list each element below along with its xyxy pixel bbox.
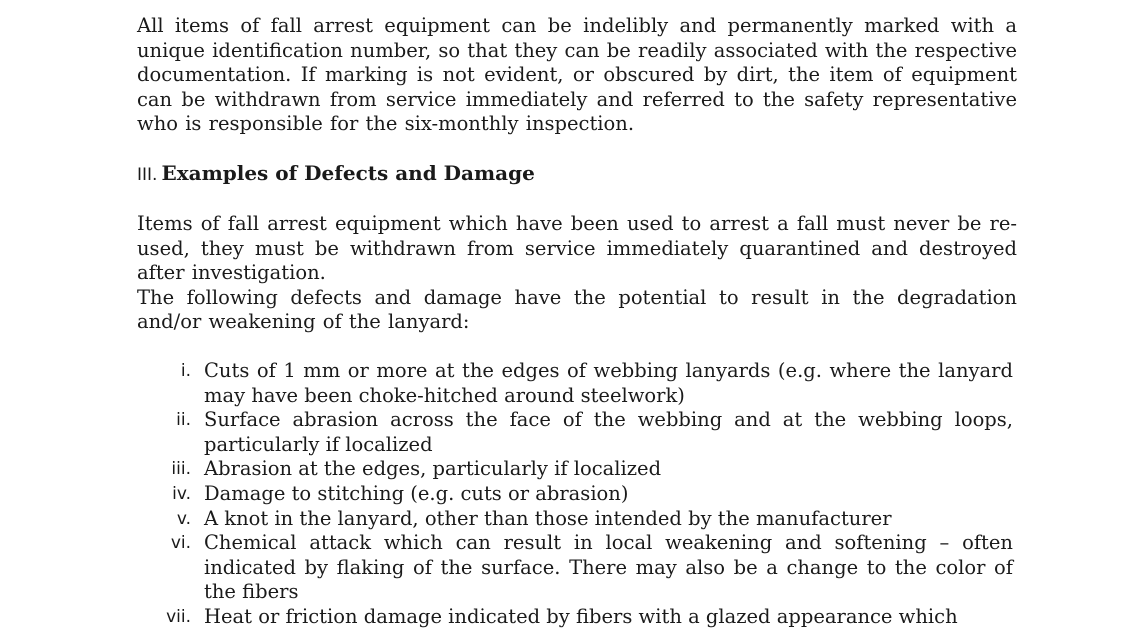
list-item-text: Abrasion at the edges, particularly if localized xyxy=(204,457,662,481)
intro-paragraph: All items of fall arrest equipment can be indelibly and permanently marked with a unique identification number, so that they can be readily associated with the respective documentation. If marking is not evident, or obscured by dirt, the item of equipment can be withdrawn from service immediately and referred to the safety representative who is responsible for the six-monthly inspection. xyxy=(137,14,1018,136)
section-heading xyxy=(137,161,1017,188)
list-item-text: Damage to stitching (e.g. cuts or abrasion) xyxy=(204,481,629,505)
section-title: Examples of Defects and Damage xyxy=(161,160,535,185)
list-item-number: vi. xyxy=(170,533,191,554)
list-item-text: A knot in the lanyard, other than those intended by the manufacturer xyxy=(204,506,892,530)
list-item-number: iv. xyxy=(172,483,191,504)
list-item xyxy=(137,482,1017,507)
paragraph-defects-intro: The following defects and damage have the potential to result in the degradation and/or weakening of the lanyard: xyxy=(137,285,1017,334)
defects-list xyxy=(137,359,1017,630)
list-item-text: Surface abrasion across the face of the webbing and at the webbing loops, particularly if localized xyxy=(204,408,1013,456)
list-item-number: ii. xyxy=(176,410,191,431)
section-numeral: III. xyxy=(137,164,158,185)
list-item-text: Chemical attack which can result in local weakening and softening – often indicated by flaking of the surface. There may also be a change to the color of the fibers xyxy=(204,531,1013,604)
list-item xyxy=(137,457,1017,482)
list-item-number: iii. xyxy=(171,459,191,480)
list-item-number: vii. xyxy=(166,606,191,627)
list-item-number: v. xyxy=(176,508,191,529)
paragraph-used-equipment: Items of fall arrest equipment which have been used to arrest a fall must never be re-used, they must be withdrawn from service immediately quarantined and destroyed after investigation. xyxy=(137,211,1017,285)
list-item-number: i. xyxy=(180,360,191,381)
list-item xyxy=(137,408,1017,457)
list-item-text: Cuts of 1 mm or more at the edges of webbing lanyards (e.g. where the lanyard may have been choke-hitched around steelwork) xyxy=(204,358,1013,407)
list-item xyxy=(137,605,1017,630)
document-page xyxy=(137,14,1017,629)
list-item xyxy=(137,507,1017,532)
list-item xyxy=(137,359,1017,408)
list-item-text: Heat or friction damage indicated by fibers with a glazed appearance which xyxy=(204,604,958,628)
list-item xyxy=(137,531,1017,605)
